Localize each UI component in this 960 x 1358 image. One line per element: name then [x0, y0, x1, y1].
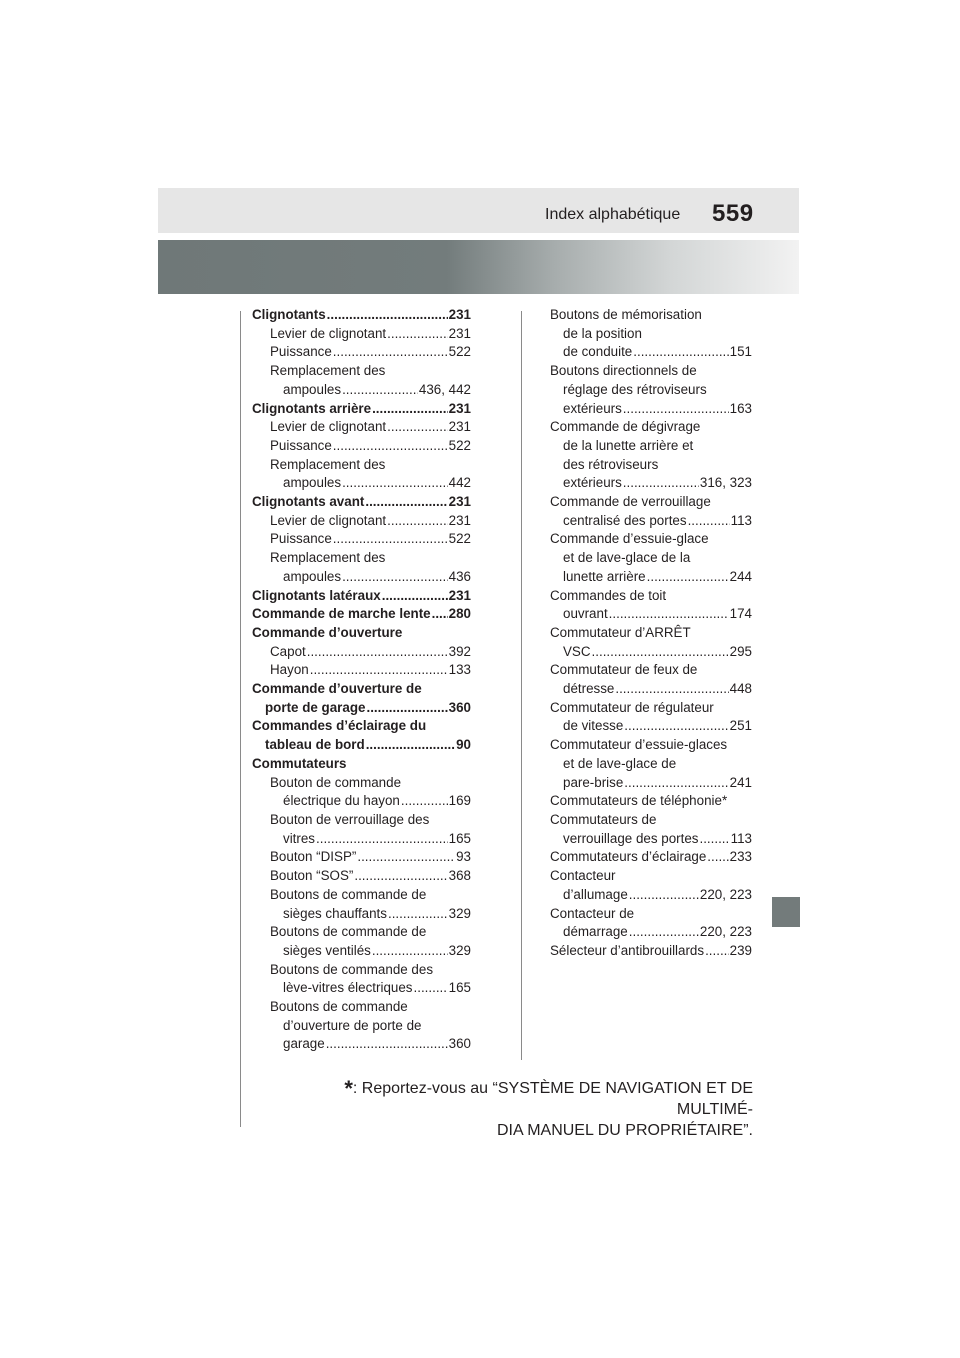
- index-entry: [252, 343, 471, 362]
- index-entry: [550, 905, 752, 942]
- index-entry: [252, 418, 471, 437]
- entry-term: détresse: [563, 681, 615, 697]
- page-reference: 316, 323: [699, 475, 752, 491]
- dot-leader: [401, 792, 448, 811]
- page-reference: 113: [730, 830, 752, 846]
- index-entry: [550, 587, 752, 624]
- index-entry: [550, 811, 752, 848]
- dot-leader: [382, 587, 448, 606]
- index-entry: [550, 848, 752, 867]
- entry-term: réglage des rétroviseurs: [563, 381, 707, 397]
- entry-term: Commande d’ouverture de: [252, 681, 422, 697]
- entry-term: de la position: [563, 325, 642, 341]
- page-reference: 231: [448, 512, 471, 528]
- entry-term: garage: [283, 1036, 325, 1052]
- dot-leader: [624, 717, 728, 736]
- entry-term: de vitesse: [563, 718, 624, 734]
- entry-term: et de lave-glace de: [563, 755, 677, 771]
- dot-leader: [609, 605, 729, 624]
- index-entry: [550, 661, 752, 698]
- dot-leader: [414, 979, 448, 998]
- entry-term: Capot: [270, 643, 306, 659]
- page-reference: 251: [729, 718, 752, 734]
- page-reference: 151: [729, 344, 752, 360]
- page-reference: 244: [729, 568, 752, 584]
- dot-leader: [366, 699, 447, 718]
- page-reference: 241: [729, 774, 752, 790]
- index-entry: [252, 811, 471, 848]
- page-reference: 522: [448, 344, 471, 360]
- dot-leader: [629, 923, 699, 942]
- page-number: 559: [712, 200, 754, 227]
- entry-term: et de lave-glace de la: [563, 550, 691, 566]
- index-entry: [252, 717, 471, 754]
- entry-term: pare-brise: [563, 774, 624, 790]
- page-reference: 233: [729, 849, 752, 865]
- dot-leader: [623, 474, 699, 493]
- page-reference: 436: [448, 568, 471, 584]
- dot-leader: [624, 774, 728, 793]
- entry-term: Commande d’ouverture: [252, 624, 403, 640]
- index-entry: [252, 400, 471, 419]
- entry-term: tableau de bord: [265, 737, 365, 753]
- dot-leader: [647, 568, 729, 587]
- entry-term: extérieurs: [563, 475, 622, 491]
- dot-leader: [387, 325, 448, 344]
- entry-term: Clignotants: [252, 307, 326, 322]
- dot-leader: [705, 942, 729, 961]
- page-reference: 93: [456, 849, 471, 865]
- index-entry: [252, 755, 471, 774]
- dot-leader: [342, 474, 448, 493]
- entry-term: Boutons de commande de: [270, 886, 427, 902]
- page-reference: 436, 442: [418, 381, 471, 397]
- index-entry: [252, 456, 471, 493]
- footnote-line-2: DIA MANUEL DU PROPRIÉTAIRE”.: [496, 1122, 753, 1139]
- page-reference: 231: [448, 419, 471, 435]
- entry-term: sièges chauffants: [283, 905, 387, 921]
- entry-term: Commande de marche lente: [252, 606, 431, 622]
- page-reference: 165: [448, 980, 471, 996]
- entry-term: lève-vitres électriques: [283, 980, 413, 996]
- dot-leader: [366, 736, 455, 755]
- entry-term: porte de garage: [265, 699, 366, 715]
- page-reference: 360: [448, 1036, 471, 1052]
- entry-term: Clignotants avant: [252, 494, 365, 510]
- entry-term: lunette arrière: [563, 568, 646, 584]
- footnote-marker: *: [344, 1076, 353, 1101]
- entry-term: extérieurs: [563, 400, 622, 416]
- entry-term: vitres: [283, 830, 315, 846]
- decorative-gradient-band: [158, 240, 799, 294]
- index-entry: [550, 942, 752, 961]
- dot-leader: [633, 343, 728, 362]
- index-entry: [252, 867, 471, 886]
- entry-term: Commutateurs de téléphonie*: [550, 793, 728, 809]
- dot-leader: [357, 848, 455, 867]
- dot-leader: [388, 905, 448, 924]
- entry-term: ampoules: [283, 381, 342, 397]
- index-entry: [550, 736, 752, 792]
- entry-term: démarrage: [563, 924, 628, 940]
- entry-term: Bouton “DISP”: [270, 849, 357, 865]
- index-entry: [252, 961, 471, 998]
- page-reference: 448: [729, 681, 752, 697]
- entry-term: Clignotants arrière: [252, 400, 372, 416]
- entry-term: de la lunette arrière et: [563, 437, 694, 453]
- index-entry: [252, 512, 471, 531]
- page-reference: 239: [729, 942, 752, 958]
- entry-term: Sélecteur d’antibrouillards: [550, 942, 705, 958]
- entry-term: Commutateurs de: [550, 811, 657, 827]
- entry-term: verrouillage des portes: [563, 830, 699, 846]
- page-reference: 329: [448, 942, 471, 958]
- entry-term: ouvrant: [563, 606, 608, 622]
- page-reference: 280: [448, 606, 471, 622]
- index-entry: [550, 493, 752, 530]
- entry-term: centralisé des portes: [563, 512, 687, 528]
- entry-term: Remplacement des: [270, 363, 386, 379]
- index-entry: [550, 418, 752, 493]
- dot-leader: [326, 1035, 448, 1054]
- entry-term: Commutateur d’ARRÊT: [550, 624, 691, 640]
- index-entry: [550, 306, 752, 362]
- entry-term: Commande de verrouillage: [550, 494, 711, 510]
- dot-leader: [699, 830, 729, 849]
- left-divider: [240, 311, 241, 1127]
- index-entry: [252, 680, 471, 717]
- page-reference: 442: [448, 475, 471, 491]
- page-reference: 522: [448, 531, 471, 547]
- entry-term: Puissance: [270, 531, 332, 547]
- entry-term: Commandes d’éclairage du: [252, 718, 427, 734]
- dot-leader: [372, 942, 448, 961]
- entry-term: Puissance: [270, 344, 332, 360]
- entry-term: Commutateur de régulateur: [550, 699, 714, 715]
- page-reference: 522: [448, 437, 471, 453]
- entry-term: des rétroviseurs: [563, 456, 659, 472]
- dot-leader: [387, 418, 448, 437]
- index-column-left: [252, 306, 471, 1054]
- index-entry: [252, 886, 471, 923]
- footnote-line-1: : Reportez-vous au “SYSTÈME DE NAVIGATION ET DE MULTIMÉ-: [352, 1080, 753, 1118]
- page-reference: 231: [448, 325, 471, 341]
- dot-leader: [623, 400, 729, 419]
- dot-leader: [333, 530, 448, 549]
- dot-leader: [307, 643, 448, 662]
- page-reference: 329: [448, 905, 471, 921]
- dot-leader: [354, 867, 447, 886]
- entry-term: Clignotants latéraux: [252, 587, 381, 603]
- column-divider: [521, 311, 522, 1060]
- page-reference: 295: [729, 643, 752, 659]
- entry-term: Commutateur d’essuie-glaces: [550, 737, 728, 753]
- page-reference: 174: [729, 606, 752, 622]
- dot-leader: [342, 381, 418, 400]
- dot-leader: [342, 568, 448, 587]
- page-reference: 90: [456, 737, 471, 753]
- entry-term: sièges ventilés: [283, 942, 371, 958]
- index-entry: [252, 605, 471, 624]
- page-reference: 231: [448, 307, 471, 322]
- index-entry: [550, 792, 752, 811]
- entry-term: Levier de clignotant: [270, 419, 387, 435]
- index-entry: [252, 848, 471, 867]
- entry-term: Boutons de commande de: [270, 924, 427, 940]
- entry-term: Puissance: [270, 437, 332, 453]
- dot-leader: [592, 643, 729, 662]
- entry-term: Bouton “SOS”: [270, 868, 354, 884]
- page-reference: 163: [729, 400, 752, 416]
- index-entry: [252, 325, 471, 344]
- index-entry: [252, 587, 471, 606]
- index-entry: [252, 493, 471, 512]
- dot-leader: [333, 343, 448, 362]
- entry-term: Commutateur de feux de: [550, 662, 698, 678]
- entry-term: Commande de dégivrage: [550, 419, 701, 435]
- index-entry: [252, 661, 471, 680]
- entry-term: ampoules: [283, 475, 342, 491]
- entry-term: VSC: [563, 643, 591, 659]
- entry-term: Remplacement des: [270, 550, 386, 566]
- dot-leader: [316, 830, 448, 849]
- entry-term: Contacteur: [550, 868, 616, 884]
- page-title: Index alphabétique: [545, 206, 681, 223]
- index-entry: [252, 643, 471, 662]
- page-reference: 133: [448, 662, 471, 678]
- page-reference: 231: [448, 494, 471, 510]
- dot-leader: [707, 848, 728, 867]
- dot-leader: [372, 400, 448, 419]
- dot-leader: [387, 512, 448, 531]
- dot-leader: [327, 306, 448, 325]
- section-tab: [772, 897, 800, 927]
- index-entry: [252, 923, 471, 960]
- dot-leader: [432, 605, 448, 624]
- index-entry: [252, 549, 471, 586]
- page-reference: 231: [448, 587, 471, 603]
- entry-term: Remplacement des: [270, 456, 386, 472]
- dot-leader: [365, 493, 447, 512]
- index-entry: [550, 362, 752, 418]
- footnote: [283, 1078, 753, 1141]
- entry-term: ampoules: [283, 568, 342, 584]
- index-entry: [252, 624, 471, 643]
- page-reference: 220, 223: [699, 924, 752, 940]
- index-entry: [550, 867, 752, 904]
- index-entry: [252, 306, 471, 325]
- entry-term: d’allumage: [563, 886, 628, 902]
- index-entry: [550, 530, 752, 586]
- entry-term: Commandes de toit: [550, 587, 667, 603]
- entry-term: Contacteur de: [550, 905, 635, 921]
- entry-term: Boutons de commande des: [270, 961, 434, 977]
- entry-term: d’ouverture de porte de: [283, 1017, 422, 1033]
- dot-leader: [333, 437, 448, 456]
- index-entry: [252, 998, 471, 1054]
- index-entry: [550, 624, 752, 661]
- page-reference: 113: [730, 512, 752, 528]
- dot-leader: [688, 512, 730, 531]
- page-reference: 165: [448, 830, 471, 846]
- entry-term: Levier de clignotant: [270, 325, 387, 341]
- entry-term: Boutons de commande: [270, 999, 408, 1015]
- page-reference: 368: [448, 868, 471, 884]
- entry-term: Levier de clignotant: [270, 512, 387, 528]
- entry-term: électrique du hayon: [283, 793, 400, 809]
- page-reference: 360: [448, 699, 471, 715]
- entry-term: Commande d’essuie-glace: [550, 531, 709, 547]
- index-entry: [252, 774, 471, 811]
- index-entry: [252, 362, 471, 399]
- page-reference: 392: [448, 643, 471, 659]
- header-band: [158, 188, 799, 233]
- dot-leader: [615, 680, 728, 699]
- entry-term: Commutateurs: [252, 755, 347, 771]
- page-reference: 231: [448, 400, 471, 416]
- entry-term: Commutateurs d’éclairage: [550, 849, 707, 865]
- dot-leader: [310, 661, 448, 680]
- page-reference: 220, 223: [699, 886, 752, 902]
- entry-term: Bouton de commande: [270, 774, 402, 790]
- index-entry: [252, 530, 471, 549]
- entry-term: Hayon: [270, 662, 309, 678]
- index-entry: [550, 699, 752, 736]
- entry-term: Boutons de mémorisation: [550, 307, 702, 322]
- entry-term: Boutons directionnels de: [550, 363, 697, 379]
- entry-term: Bouton de verrouillage des: [270, 811, 430, 827]
- index-entry: [252, 437, 471, 456]
- page-reference: 169: [448, 793, 471, 809]
- dot-leader: [629, 886, 699, 905]
- entry-term: de conduite: [563, 344, 633, 360]
- index-column-right: [550, 306, 752, 961]
